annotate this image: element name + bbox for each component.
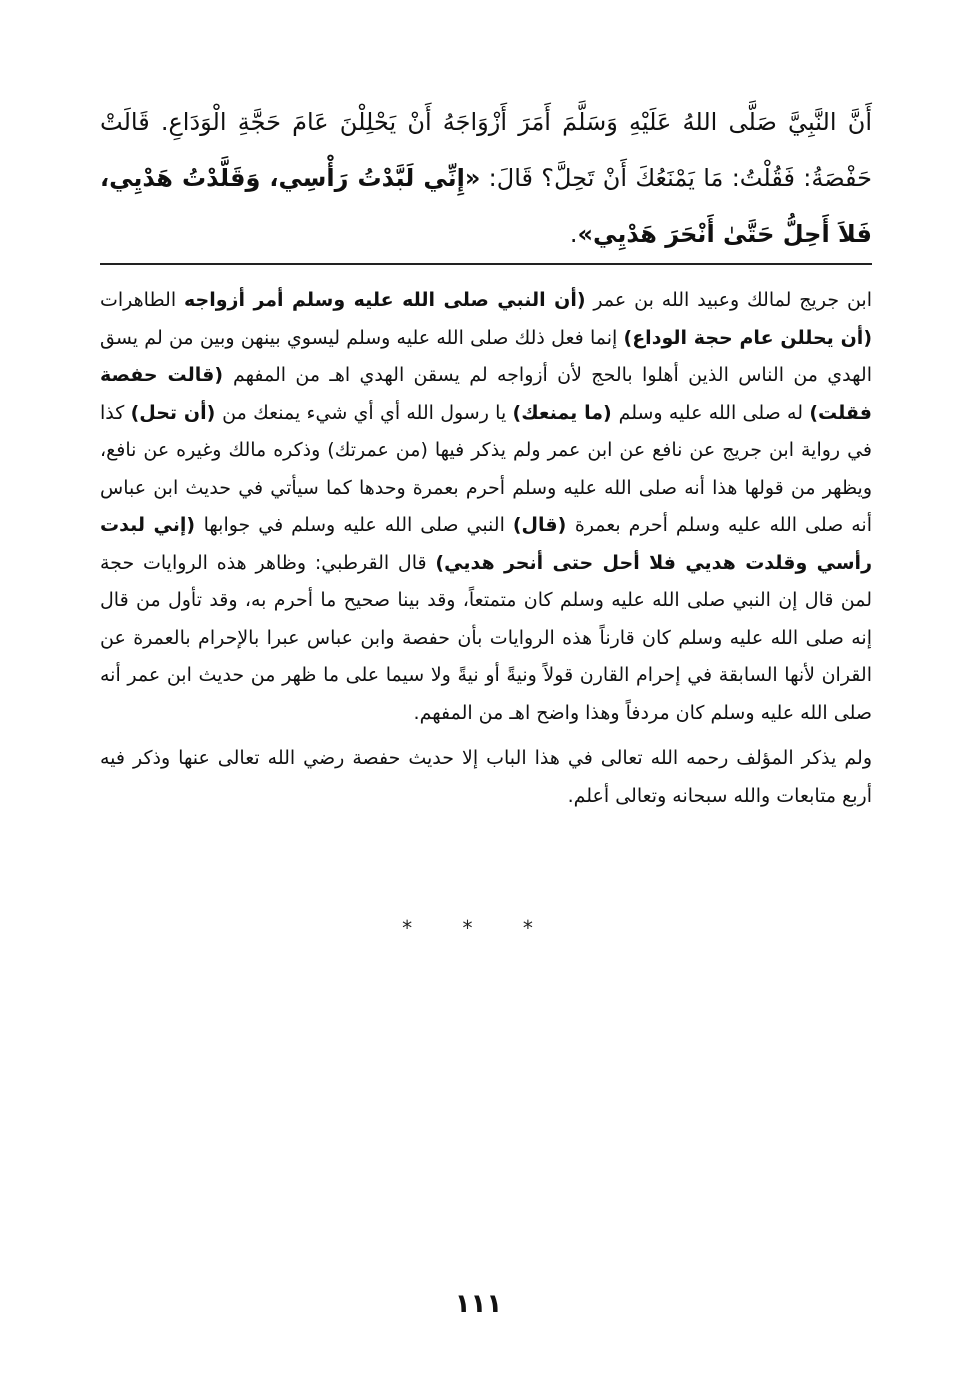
section-separator: * * * bbox=[402, 916, 555, 940]
commentary-quoted-phrase: (قالت حفصة فقلت) bbox=[100, 364, 872, 424]
commentary-segment: إنما فعل ذلك صلى الله عليه وسلم ليسوي بينهن وبين من لم يسق الهدي من الناس الذين أهلوا بالحج لأن أزواجه لم يسقن الهدي اهـ من المفهم bbox=[100, 326, 872, 386]
commentary-segment: له صلى الله عليه وسلم bbox=[618, 401, 810, 424]
commentary-quoted-phrase: (أن النبي صلى الله عليه وسلم أمر أزواجه bbox=[184, 289, 586, 311]
commentary-segment: ابن جريج لمالك وعبيد الله بن عمر bbox=[585, 289, 872, 311]
commentary-paragraph-1 bbox=[100, 282, 872, 732]
page-number: ١١١ bbox=[454, 1289, 503, 1319]
commentary-segment: الطاهرات bbox=[100, 289, 184, 311]
commentary-quoted-phrase: (إني لبدت رأسي وقلدت هديي فلا أحل حتى أنحر هديي) bbox=[100, 514, 873, 574]
hadith-quote: «إِنِّي لَبَّدْتُ رَأْسِي، وَقَلَّدْتُ هَدْيِي، فَلاَ أَحِلُّ حَتَّىٰ أَنْحَرَ هَدْيِي» bbox=[100, 164, 872, 248]
hadith-intro: أَنَّ النَّبِيَّ صَلَّى اللهُ عَلَيْهِ وَسَلَّمَ أَمَرَ أَزْوَاجَهُ أَنْ يَحْلِلْنَ عَامَ حَجَّةِ الْوَدَاعِ. قَالَتْ حَفْصَةُ: فَقُلْتُ: مَا يَمْنَعُكَ أَنْ تَحِلَّ؟ قَالَ: bbox=[100, 108, 872, 192]
hadith-text bbox=[100, 94, 872, 262]
hadith-end: . bbox=[569, 220, 578, 248]
footnote-divider bbox=[100, 263, 872, 265]
commentary-quoted-phrase: (قال) bbox=[512, 514, 575, 536]
commentary-quoted-phrase: (أن تحل) bbox=[130, 401, 223, 424]
commentary-segment: قال القرطبي: وظاهر هذه الروايات حجة لمن قال إن النبي صلى الله عليه وسلم كان متمتعاً، وقد بينا صحيح ما أحرم به، وقد تأول من قال إنه صلى الله عليه وسلم كان قارناً هذه الروايات بأن حفصة وابن عباس عبرا بالإحرام بالعمرة عن القران لأنها السابقة في إحرام القارن قولاً ونيةً أو نيةً ولا سيما على ما ظهر من حديث ابن عمر أنه صلى الله عليه وسلم كان مردفاً وهذا واضح اهـ من المفهم. bbox=[100, 551, 872, 724]
commentary-segment: كذا في رواية ابن جريج عن نافع عن ابن عمر ولم يذكر فيها (من عمرتك) وذكره مالك وغيره عن نافع، ويظهر من قولها هذا أنه صلى الله عليه وسلم أحرم بعمرة وحدها كما سيأتي في حديث ابن عباس أنه صلى الله عليه وسلم أحرم بعمرة bbox=[100, 401, 872, 536]
hadith-paragraph bbox=[100, 94, 872, 262]
commentary-paragraph-2: ولم يذكر المؤلف رحمه الله تعالى في هذا الباب إلا حديث حفصة رضي الله تعالى عنها وذكر فيه أربع متابعات والله سبحانه وتعالى أعلم. bbox=[100, 747, 872, 807]
commentary-segment: النبي صلى الله عليه وسلم في جوابها bbox=[203, 514, 513, 536]
commentary-segment: يا رسول الله أي أي شيء يمنعك من bbox=[222, 401, 513, 424]
commentary-quoted-phrase: (أن يحللن عام حجة الوداع) bbox=[623, 326, 873, 349]
commentary-text bbox=[100, 282, 872, 815]
commentary-quoted-phrase: (ما يمنعك) bbox=[512, 401, 619, 424]
